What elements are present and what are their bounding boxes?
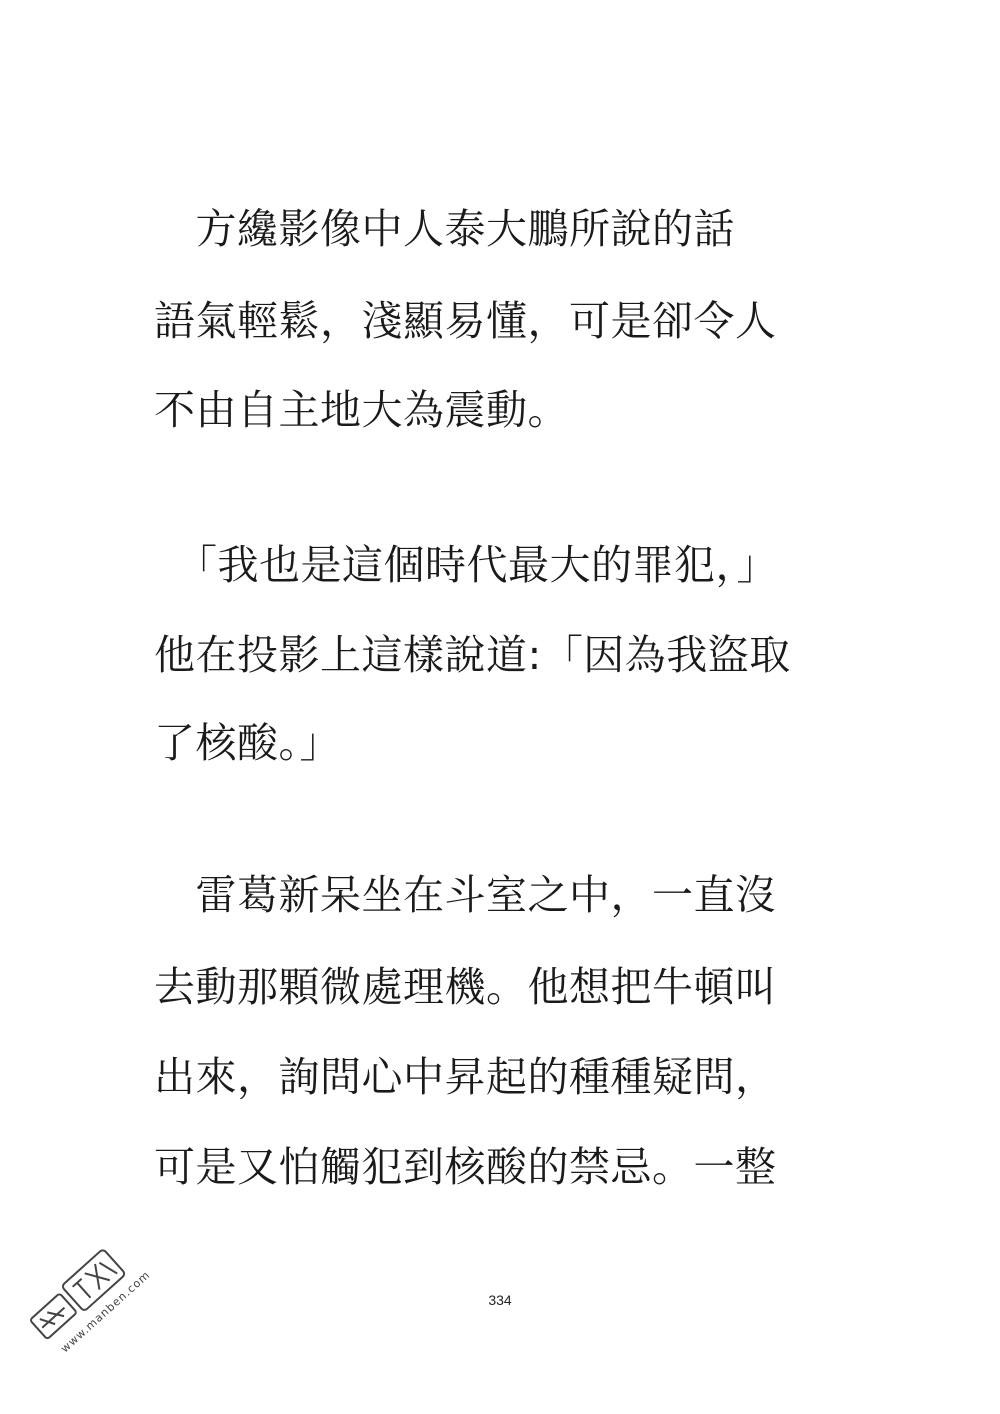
- watermark-stroke-a: [37, 1302, 69, 1332]
- text-line-1: 方纔影像中人泰大鵬所說的話: [154, 205, 735, 253]
- page-number: 334: [488, 1292, 512, 1308]
- text-line-10: 可是又怕觸犯到核酸的禁忌。一整: [154, 1143, 777, 1191]
- text-line-9: 出來，詢問心中昇起的種種疑問，: [154, 1053, 777, 1101]
- text-line-3: 不由自主地大為震動。: [154, 386, 569, 434]
- text-line-5: 他在投影上這樣說道:「因為我盜取: [154, 631, 791, 679]
- watermark-site-text: www.manben.com: [58, 1268, 153, 1356]
- watermark-box-left: [30, 1293, 77, 1339]
- text-line-2: 語氣輕鬆，淺顯易懂，可是卻令人: [154, 297, 777, 345]
- text-line-8: 去動那顆微處理機。他想把牛頓叫: [154, 963, 777, 1011]
- text-line-4: 「我也是這個時代最大的罪犯，」: [176, 541, 778, 589]
- text-line-7: 雷葛新呆坐在斗室之中，一直沒: [154, 871, 777, 919]
- text-line-6: 了核酸。」: [154, 719, 341, 767]
- manben-watermark-logo: [10, 1228, 160, 1388]
- watermark-stroke-b: [71, 1257, 117, 1301]
